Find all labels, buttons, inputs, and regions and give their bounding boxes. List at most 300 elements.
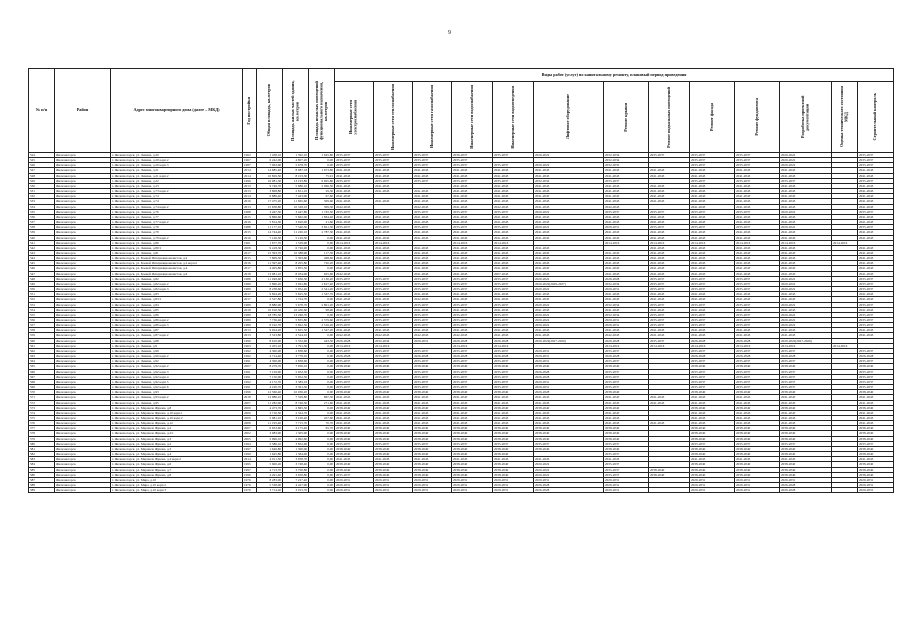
cell-work-period: 2035-2037	[858, 369, 894, 374]
cell-address: г. Железногорск, ул. Маршала Жукова, д.12	[111, 421, 243, 426]
cell-work-period: 2041-2043	[858, 410, 894, 415]
cell-work-period: 2041-2043	[858, 292, 894, 297]
cell-work-period: 2035-2037	[335, 374, 374, 379]
cell-work-period: 2035-2037	[858, 209, 894, 214]
cell-nonliving-area: 271,60	[309, 400, 335, 405]
cell-year: 2016	[243, 199, 257, 204]
cell-living-area: 7 227,40	[283, 477, 309, 482]
cell-work-period: 2041-2043	[335, 214, 374, 219]
cell-work-period: 2041-2043	[604, 421, 649, 426]
cell-address: г. Железногорск, ул. Ленина, д.87	[111, 328, 243, 333]
cell-district: Железногорск	[55, 421, 111, 426]
cell-total-area: 4 300,00	[257, 348, 283, 353]
cell-work-period: 2038-2040	[374, 364, 413, 369]
cell-nonliving-area: 0,00	[309, 390, 335, 395]
cell-work-period: 2041-2043	[858, 173, 894, 178]
cell-work-period: 2020-2022	[780, 312, 832, 317]
cell-work-period: 2041-2043	[649, 168, 690, 173]
cell-work-period: 2020-2022	[534, 312, 604, 317]
cell-work-period: 2041-2043	[335, 220, 374, 225]
cell-work-period: 2041-2043	[735, 173, 780, 178]
cell-work-period: 2041-2043	[413, 261, 452, 266]
cell-living-area: 1 364,00	[283, 452, 309, 457]
cell-work-period: 2035-2037	[690, 281, 735, 286]
cell-work-period: 2035-2037	[534, 441, 604, 446]
cell-year: 2009	[243, 405, 257, 410]
cell-work-period: 2041-2043	[649, 235, 690, 240]
cell-year: 1992	[243, 379, 257, 384]
cell-living-area: 11 665,60	[283, 199, 309, 204]
cell-work-period: 2041-2043	[690, 194, 735, 199]
cell-work-period: 2041-2043	[452, 410, 493, 415]
cell-work-period: 2035-2037	[858, 153, 894, 158]
cell-work-period: 2014-2016	[649, 240, 690, 245]
cell-work-period: 2042-2043	[374, 333, 413, 338]
cell-living-area: 5 952,40	[283, 287, 309, 292]
cell-work-period: 2041-2043	[413, 395, 452, 400]
cell-work-period: 2035-2037	[493, 348, 534, 353]
cell-living-area: 2 865,50	[283, 405, 309, 410]
cell-work-period: 2020-2022	[780, 318, 832, 323]
cell-work-period: 2041-2043	[780, 261, 832, 266]
cell-work-period: 2041-2043	[858, 204, 894, 209]
cell-work-period: 2041-2043	[735, 250, 780, 255]
cell-address: г. Железногорск, ул. Ленина, д.80/1	[111, 245, 243, 250]
col-header-address: Адрес многоквартирного дома (далее – МКД)	[111, 69, 243, 153]
cell-work-period: 2041-2043	[413, 250, 452, 255]
cell-year: 2013	[243, 333, 257, 338]
cell-district: Железногорск	[55, 328, 111, 333]
cell-work-period: 2038-2040	[735, 462, 780, 467]
cell-work-period: 2032-2034	[604, 281, 649, 286]
cell-year: 1988	[243, 276, 257, 281]
cell-year: 1991	[243, 385, 257, 390]
cell-work-period: 2035-2037	[690, 287, 735, 292]
cell-work-period: 2041-2043	[413, 421, 452, 426]
cell-work-period: 2041-2043	[690, 297, 735, 302]
cell-address: г. Железногорск, ул. Ленина, д.90	[111, 348, 243, 353]
cell-work-period: 2041-2043	[735, 457, 780, 462]
cell-work-period: 2041-2043	[452, 235, 493, 240]
cell-district: Железногорск	[55, 467, 111, 472]
cell-total-area: 5 814,30	[257, 220, 283, 225]
cell-work-period: 2041-2043	[493, 328, 534, 333]
cell-work-period: 2035-2037	[413, 163, 452, 168]
cell-work-period: 2014-2016	[452, 343, 493, 348]
cell-work-period: 2041-2043	[413, 410, 452, 415]
cell-address: г. Железногорск, ул. Маршала Жукова, д.4	[111, 452, 243, 457]
cell-work-period: 2041-2043	[735, 214, 780, 219]
cell-work-period: 2041-2043	[534, 333, 604, 338]
cell-work-period: 2041-2043	[604, 230, 649, 235]
cell-district: Железногорск	[55, 276, 111, 281]
cell-total-area: 12 986,10	[257, 395, 283, 400]
cell-year: 1988	[243, 225, 257, 230]
cell-work-period: 2041-2043	[604, 328, 649, 333]
cell-num: 583	[29, 457, 55, 462]
cell-address: г. Железногорск, ул. Ленина, д.77 корп.2	[111, 220, 243, 225]
cell-nonliving-area: 97,60	[309, 194, 335, 199]
cell-work-period: 2041-2043	[493, 194, 534, 199]
cell-address: г. Железногорск, ул. Ленина, д.74	[111, 199, 243, 204]
cell-nonliving-area: 0,00	[309, 163, 335, 168]
cell-work-period: 2041-2043	[493, 214, 534, 219]
cell-num: 580	[29, 441, 55, 446]
cell-work-period: 2041-2043	[452, 189, 493, 194]
cell-work-period: 2041-2043	[534, 307, 604, 312]
cell-num: 553	[29, 302, 55, 307]
cell-work-period: 2041-2043	[858, 400, 894, 405]
cell-work-period	[649, 488, 690, 493]
cell-address: г. Железногорск, ул. Маршала Жукова, д.6	[111, 462, 243, 467]
cell-living-area: 7 956,10	[283, 364, 309, 369]
cell-work-period: 2035-2037	[858, 178, 894, 183]
cell-num: 530	[29, 183, 55, 188]
cell-num: 581	[29, 446, 55, 451]
cell-district: Железногорск	[55, 163, 111, 168]
cell-year: 1963	[243, 343, 257, 348]
cell-work-period: 2041-2043	[780, 189, 832, 194]
cell-work-period: 2035-2037	[413, 359, 452, 364]
cell-work-period: 2041-2043	[413, 220, 452, 225]
cell-work-period: 2041-2043	[649, 220, 690, 225]
cell-total-area: 9 866,60	[257, 214, 283, 219]
cell-work-period: 2041-2043	[780, 168, 832, 173]
cell-num: 579	[29, 436, 55, 441]
cell-address: г. Железногорск, ул. Ленина, д.82 корп.2	[111, 281, 243, 286]
cell-work-period: 2038-2040	[374, 431, 413, 436]
cell-work-period: 2035-2037	[374, 354, 413, 359]
cell-district: Железногорск	[55, 323, 111, 328]
cell-work-period: 2041-2043	[374, 245, 413, 250]
cell-work-period: 2041-2043	[780, 235, 832, 240]
cell-num: 533	[29, 199, 55, 204]
cell-work-period: 2041-2043	[604, 189, 649, 194]
cell-work-period: 2041-2043	[374, 214, 413, 219]
cell-work-period: 2041-2043	[374, 328, 413, 333]
cell-year: 1989	[243, 323, 257, 328]
cell-work-period: 2035-2037	[735, 225, 780, 230]
cell-work-period: 2035-2037	[374, 276, 413, 281]
cell-total-area: 3 714,40	[257, 488, 283, 493]
cell-work-period: 2041-2043	[649, 214, 690, 219]
cell-work-period: 2041-2043	[735, 245, 780, 250]
cell-year: 2015	[243, 214, 257, 219]
cell-work-period: 2035-2037	[452, 318, 493, 323]
cell-work-period: 2035-2037	[780, 379, 832, 384]
cell-living-area: 5 835,80	[283, 318, 309, 323]
cell-num: 540	[29, 235, 55, 240]
cell-total-area: 3 447,50	[257, 209, 283, 214]
cell-work-period: 2035-2037	[335, 209, 374, 214]
col-header-work-5: Лифтовое оборудование	[534, 82, 604, 153]
cell-nonliving-area: 309,60	[309, 199, 335, 204]
cell-total-area: 7 736,40	[257, 318, 283, 323]
cell-district: Железногорск	[55, 483, 111, 488]
cell-work-period: 2035-2037	[374, 441, 413, 446]
cell-work-period: 2007-2043	[493, 271, 534, 276]
cell-work-period: 2026-2028	[413, 354, 452, 359]
cell-num: 548	[29, 276, 55, 281]
cell-living-area: 4 175,40	[283, 426, 309, 431]
cell-living-area: 5 662,00	[283, 214, 309, 219]
cell-nonliving-area: 0,00	[309, 436, 335, 441]
cell-work-period: 2035-2037	[604, 209, 649, 214]
cell-work-period: 2041-2043	[649, 333, 690, 338]
cell-total-area: 16 081,30	[257, 178, 283, 183]
cell-living-area: 3 015,70	[283, 488, 309, 493]
cell-num: 585	[29, 467, 55, 472]
cell-work-period: 2038-2040	[690, 405, 735, 410]
cell-address: г. Железногорск, ул. Ленина, д.84	[111, 302, 243, 307]
cell-address: г. Железногорск, ул. Ленина, д.93	[111, 390, 243, 395]
cell-work-period: 2026-2028	[780, 354, 832, 359]
cell-nonliving-area: 1 645,80	[309, 153, 335, 158]
cell-work-period: 2041-2043	[493, 230, 534, 235]
cell-district: Железногорск	[55, 431, 111, 436]
cell-work-period: 2041-2043	[493, 173, 534, 178]
cell-work-period: 2014-2016	[374, 343, 413, 348]
cell-work-period: 2038-2040	[858, 446, 894, 451]
cell-work-period: 2020-2022	[534, 209, 604, 214]
cell-work-period: 2035-2037	[604, 379, 649, 384]
cell-district: Железногорск	[55, 173, 111, 178]
cell-year: 1987	[243, 163, 257, 168]
cell-work-period: 2029-2031	[858, 477, 894, 482]
cell-work-period: 2041-2043	[735, 204, 780, 209]
cell-total-area: 4 713,70	[257, 467, 283, 472]
cell-work-period: 2029-2031	[735, 483, 780, 488]
cell-work-period: 2041-2043	[690, 199, 735, 204]
cell-work-period: 2029-2031	[534, 359, 604, 364]
cell-total-area: 3 523,80	[257, 333, 283, 338]
cell-year: 1996	[243, 472, 257, 477]
cell-work-period: 2035-2037	[413, 318, 452, 323]
cell-work-period: 2035-2037	[452, 276, 493, 281]
cell-work-period: 2041-2043	[493, 297, 534, 302]
cell-work-period: 2041-2043	[452, 400, 493, 405]
cell-num: 563	[29, 354, 55, 359]
cell-nonliving-area: 0,00	[309, 266, 335, 271]
cell-district: Железногорск	[55, 472, 111, 477]
cell-total-area: 4 300,00	[257, 359, 283, 364]
cell-work-period: 2035-2037	[690, 312, 735, 317]
cell-work-period: 2035-2037	[413, 385, 452, 390]
cell-num: 537	[29, 220, 55, 225]
cell-work-period: 2035-2037	[452, 178, 493, 183]
cell-nonliving-area: 0,00	[309, 452, 335, 457]
cell-address: г. Железногорск, ул. Маршала Жукова, д.10 корп.2	[111, 415, 243, 420]
cell-num: 572	[29, 400, 55, 405]
cell-work-period: 2035-2037	[452, 312, 493, 317]
cell-work-period: 2041-2043	[335, 168, 374, 173]
cell-nonliving-area: 2 066,50	[309, 183, 335, 188]
cell-work-period: 2035-2037	[780, 348, 832, 353]
cell-work-period: 2038-2040	[413, 390, 452, 395]
cell-work-period: 2014-2016	[335, 343, 374, 348]
cell-address: г. Железногорск, ул. Ленина, д.20 корп.3	[111, 163, 243, 168]
cell-work-period: 2032-2034	[604, 312, 649, 317]
cell-work-period: 2035-2037	[858, 385, 894, 390]
cell-work-period: 2035-2037	[735, 323, 780, 328]
cell-work-period: 2038-2040	[452, 446, 493, 451]
cell-living-area: 2 324,70	[283, 410, 309, 415]
cell-work-period: 2038-2040	[780, 431, 832, 436]
col-header-work-7: Ремонт подвальных помещений	[649, 82, 690, 153]
cell-work-period: 2014-2016	[604, 240, 649, 245]
cell-living-area: 13 193,80	[283, 178, 309, 183]
cell-nonliving-area: 0,00	[309, 446, 335, 451]
cell-work-period: 2041-2043	[735, 271, 780, 276]
cell-work-period: 2029-2031	[534, 477, 604, 482]
cell-work-period: 2041-2043	[690, 400, 735, 405]
cell-work-period: 2041-2043	[335, 421, 374, 426]
cell-work-period: 2041-2043	[534, 457, 604, 462]
cell-work-period: 2038-2040	[858, 390, 894, 395]
cell-total-area: 7 063,60	[257, 163, 283, 168]
cell-district: Железногорск	[55, 374, 111, 379]
cell-work-period: 2041-2043	[452, 457, 493, 462]
cell-work-period: 2041-2043	[649, 245, 690, 250]
cell-work-period: 2035-2037	[735, 379, 780, 384]
cell-work-period: 2035-2037	[493, 287, 534, 292]
cell-work-period: 2035-2037	[335, 323, 374, 328]
cell-work-period: 2041-2043	[604, 220, 649, 225]
cell-work-period: 2035-2037	[735, 302, 780, 307]
cell-nonliving-area: 0,00	[309, 483, 335, 488]
cell-address: г. Железногорск, ул. Маршала Жукова, д.7	[111, 467, 243, 472]
cell-work-period: 2032-2034	[604, 158, 649, 163]
cell-work-period: 2041-2043	[858, 245, 894, 250]
cell-work-period: 2041-2043	[858, 457, 894, 462]
cell-work-period: 2041-2043	[604, 261, 649, 266]
cell-address: г. Железногорск, ул. Ленина, д.87 корп.2	[111, 333, 243, 338]
cell-work-period: 2041-2043	[534, 256, 604, 261]
cell-work-period: 2014-2016	[493, 343, 534, 348]
cell-num: 545	[29, 261, 55, 266]
cell-work-period: 2035-2037	[649, 209, 690, 214]
cell-nonliving-area: 0,00	[309, 312, 335, 317]
cell-address: г. Железногорск, ул. Ленина, д.92 корп.2	[111, 364, 243, 369]
cell-work-period: 2041-2043	[534, 395, 604, 400]
cell-work-period: 2029-2031	[534, 379, 604, 384]
cell-district: Железногорск	[55, 271, 111, 276]
cell-work-period: 2026-2028	[452, 354, 493, 359]
cell-year: 1976	[243, 483, 257, 488]
cell-work-period: 2041-2043	[534, 297, 604, 302]
cell-work-period: 2026-2028	[534, 374, 604, 379]
cell-num: 535	[29, 209, 55, 214]
cell-work-period: 2041-2043	[374, 410, 413, 415]
cell-work-period: 2041-2043	[690, 230, 735, 235]
cell-work-period: 2038-2040	[335, 405, 374, 410]
cell-district: Железногорск	[55, 194, 111, 199]
cell-work-period: 2035-2037	[335, 225, 374, 230]
cell-work-period: 2041-2043	[452, 271, 493, 276]
cell-district: Железногорск	[55, 359, 111, 364]
cell-living-area: 5 678,70	[283, 163, 309, 168]
col-header-work-8: Ремонт фасада	[690, 82, 735, 153]
cell-work-period: 2014-2016	[649, 343, 690, 348]
cell-work-period: 2038-2040	[374, 436, 413, 441]
cell-work-period: 2020-2022	[780, 323, 832, 328]
cell-work-period: 2041-2043	[649, 194, 690, 199]
cell-work-period: 2041-2043	[735, 395, 780, 400]
cell-work-period: 2041-2043	[604, 214, 649, 219]
cell-work-period: 2038-2040	[413, 431, 452, 436]
cell-year: 1992	[243, 348, 257, 353]
cell-work-period: 2035-2037	[335, 348, 374, 353]
cell-work-period: 2041-2043	[413, 199, 452, 204]
cell-work-period: 2038-2040	[604, 364, 649, 369]
cell-work-period: 2026-2028	[604, 338, 649, 343]
cell-work-period: 2038-2040	[780, 452, 832, 457]
cell-work-period: 2035-2037	[735, 441, 780, 446]
cell-year: 1995	[243, 462, 257, 467]
cell-district: Железногорск	[55, 287, 111, 292]
cell-work-period: 2041-2043	[493, 261, 534, 266]
cell-nonliving-area: 117,30	[309, 250, 335, 255]
cell-work-period: 2041-2043	[780, 297, 832, 302]
cell-work-period: 2035-2037	[413, 369, 452, 374]
cell-work-period: 2035-2037	[452, 348, 493, 353]
cell-work-period: 2041-2043	[534, 183, 604, 188]
cell-work-period: 2041-2043	[735, 297, 780, 302]
cell-work-period: 2041-2043	[335, 297, 374, 302]
cell-work-period: 2029-2031	[780, 477, 832, 482]
cell-district: Железногорск	[55, 488, 111, 493]
cell-work-period: 2038-2040	[452, 436, 493, 441]
cell-work-period: 2038-2040	[493, 431, 534, 436]
cell-work-period: 2035-2037	[452, 374, 493, 379]
cell-work-period: 2035-2037	[374, 359, 413, 364]
cell-work-period: 2035-2037	[413, 209, 452, 214]
cell-num: 569	[29, 385, 55, 390]
cell-work-period: 2038-2040	[649, 472, 690, 477]
cell-year: 2005	[243, 436, 257, 441]
cell-work-period: 2041-2043	[780, 199, 832, 204]
cell-living-area: 7 540,50	[283, 225, 309, 230]
cell-work-period: 2041-2043	[690, 328, 735, 333]
cell-work-period: 2029-2031	[493, 483, 534, 488]
cell-work-period: 2041-2043	[780, 328, 832, 333]
cell-address: г. Железногорск, ул. Маршала Жукова, д.4 корп.2	[111, 457, 243, 462]
cell-total-area: 5 996,10	[257, 436, 283, 441]
cell-district: Железногорск	[55, 153, 111, 158]
cell-work-period: 2041-2043	[649, 199, 690, 204]
cell-year: 1991	[243, 369, 257, 374]
cell-work-period: 2026-2028	[335, 354, 374, 359]
cell-work-period: 2035-2037	[690, 163, 735, 168]
cell-district: Железногорск	[55, 302, 111, 307]
cell-total-area: 8 238,60	[257, 287, 283, 292]
cell-work-period: 2041-2043	[780, 271, 832, 276]
cell-work-period: 2041-2043	[335, 235, 374, 240]
cell-nonliving-area: 0,00	[309, 467, 335, 472]
cell-work-period: 2038-2040	[604, 390, 649, 395]
cell-work-period: 2041-2043	[604, 173, 649, 178]
cell-work-period: 2041-2043	[735, 220, 780, 225]
cell-work-period: 2041-2043	[452, 292, 493, 297]
cell-num: 586	[29, 472, 55, 477]
cell-work-period: 2041-2043	[452, 214, 493, 219]
cell-address: г. Железногорск, ул. Ленина, д.88	[111, 338, 243, 343]
cell-nonliving-area: 75,91	[309, 173, 335, 178]
cell-district: Железногорск	[55, 168, 111, 173]
cell-work-period: 2041-2043	[534, 245, 604, 250]
cell-work-period: 2038-2040	[374, 390, 413, 395]
cell-year: 1996	[243, 178, 257, 183]
